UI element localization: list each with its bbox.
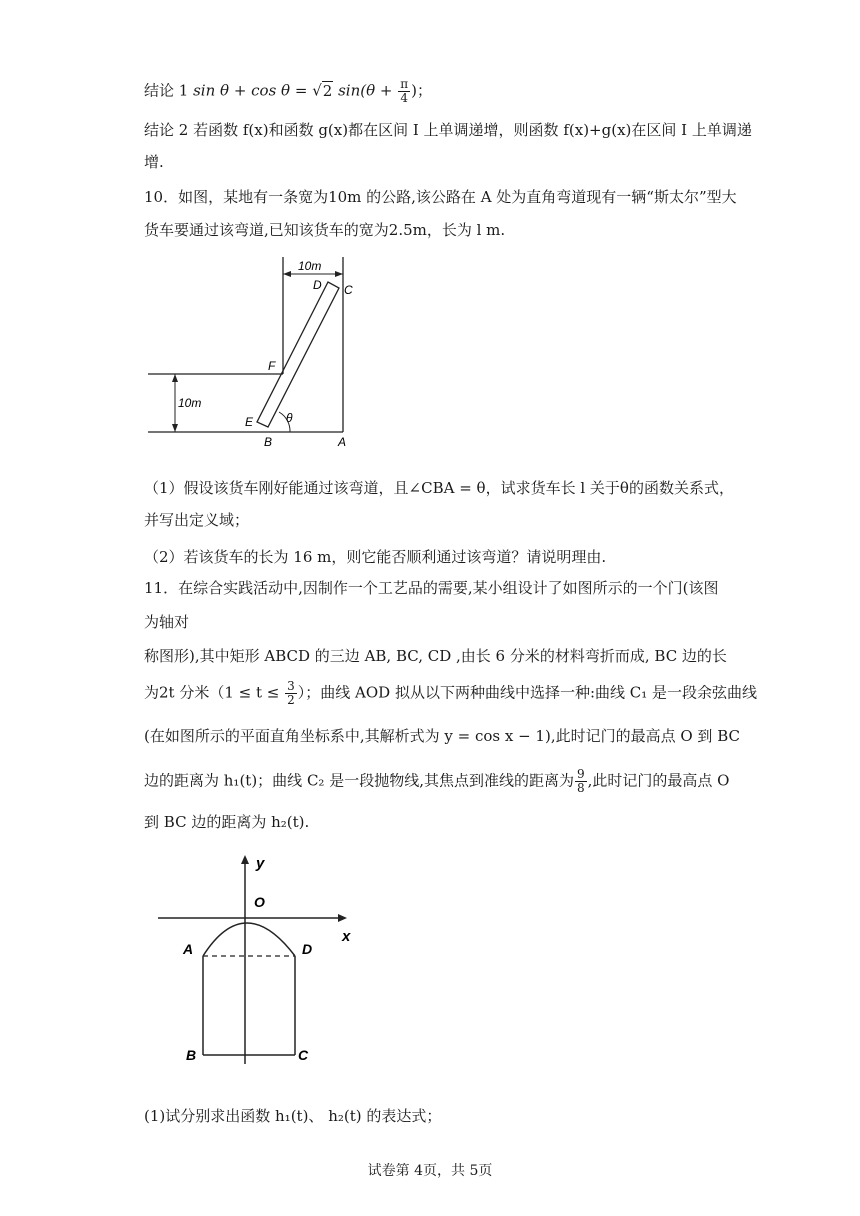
label-theta: θ xyxy=(286,411,293,425)
question-11-line-5: (在如图所示的平面直角坐标系中,其解析式为 y = cos x − 1),此时记门的最高点 O 到 BC xyxy=(144,727,740,745)
question-10-line-1: 10．如图，某地有一条宽为10m 的公路,该公路在 A 处为直角弯道现有一辆“斯太尔”型大 xyxy=(144,188,737,206)
question-10-part-1-line-1: （1）假设该货车刚好能通过该弯道，且∠CBA = θ，试求货车长 l 关于θ的函数关系式， xyxy=(144,479,734,497)
sqrt-value: 2 xyxy=(322,81,333,100)
label-B: B xyxy=(186,1047,197,1063)
conclusion-1: 结论 1 sin θ + cos θ = √2 sin(θ + $\frac{\pi}{4}$ )； xyxy=(144,77,432,105)
question-11-line-4-b: ）；曲线 AOD 拟从以下两种曲线中选择一种:曲线 C₁ 是一段余弦曲线 xyxy=(297,683,758,702)
question-11-line-6-b: ,此时记门的最高点 O xyxy=(587,771,730,790)
question-11-line-2: 为轴对 xyxy=(144,613,190,631)
conclusion-1-formula-mid: sin(θ + xyxy=(338,81,398,100)
conclusion-1-formula-left: sin θ + cos θ = xyxy=(193,81,313,100)
question-10-part-1-line-2: 并写出定义域； xyxy=(144,511,250,529)
label-x: x xyxy=(342,928,351,945)
three-halves-fraction: $\frac{3}{2}$ xyxy=(287,679,295,707)
label-B: B xyxy=(264,435,273,449)
question-11-line-4-a: 为2t 分米（1 ≤ t ≤ xyxy=(144,683,285,702)
top-width-label: 10m xyxy=(298,259,322,273)
side-width-label: 10m xyxy=(178,396,202,410)
question-11-line-3: 称图形),其中矩形 ABCD 的三边 AB, BC, CD ,由长 6 分米的材料弯折而成, BC 边的长 xyxy=(144,647,727,665)
label-A: A xyxy=(183,941,194,957)
label-D: D xyxy=(302,941,313,957)
label-C: C xyxy=(344,283,353,297)
label-E: E xyxy=(245,415,254,429)
conclusion-2-line-2: 增. xyxy=(144,153,164,171)
label-y: y xyxy=(256,855,265,872)
conclusion-1-formula-end: )； xyxy=(411,81,432,100)
question-11-line-4 xyxy=(144,680,757,707)
question-11-part-1: (1)试分别求出函数 h₁(t)、 h₂(t) 的表达式； xyxy=(144,1107,442,1125)
conclusion-2-line-1: 结论 2 若函数 f(x)和函数 g(x)都在区间 I 上单调递增，则函数 f(x)+g(x)在区间 I 上单调递 xyxy=(144,121,752,139)
door-figure xyxy=(150,852,370,1072)
question-10-part-2: （2）若该货车的长为 16 m，则它能否顺利通过该弯道？请说明理由. xyxy=(144,548,607,566)
question-10-line-2: 货车要通过该弯道,已知该货车的宽为2.5m，长为 l m. xyxy=(144,221,506,239)
label-O: O xyxy=(254,894,265,910)
conclusion-1-prefix: 结论 1 xyxy=(144,81,189,100)
question-11-line-1: 11．在综合实践活动中,因制作一个工艺品的需要,某小组设计了如图所示的一个门(该图 xyxy=(144,579,719,597)
label-A: A xyxy=(338,435,347,449)
nine-eighths-fraction: $\frac{9}{8}$ xyxy=(576,767,585,795)
label-D: D xyxy=(313,278,322,292)
label-C: C xyxy=(298,1047,309,1063)
page-footer: 试卷第 4页，共 5页 xyxy=(367,1163,493,1179)
label-F: F xyxy=(268,359,276,373)
question-11-line-7: 到 BC 边的距离为 h₂(t). xyxy=(144,813,310,831)
question-11-line-6-a: 边的距离为 h₁(t)；曲线 C₂ 是一段抛物线,其焦点到准线的距离为 xyxy=(144,771,574,790)
question-11-line-6 xyxy=(144,768,729,795)
road-bend-figure xyxy=(140,252,360,452)
pi-over-4-fraction: $\frac{\pi}{4}$ xyxy=(400,77,409,105)
